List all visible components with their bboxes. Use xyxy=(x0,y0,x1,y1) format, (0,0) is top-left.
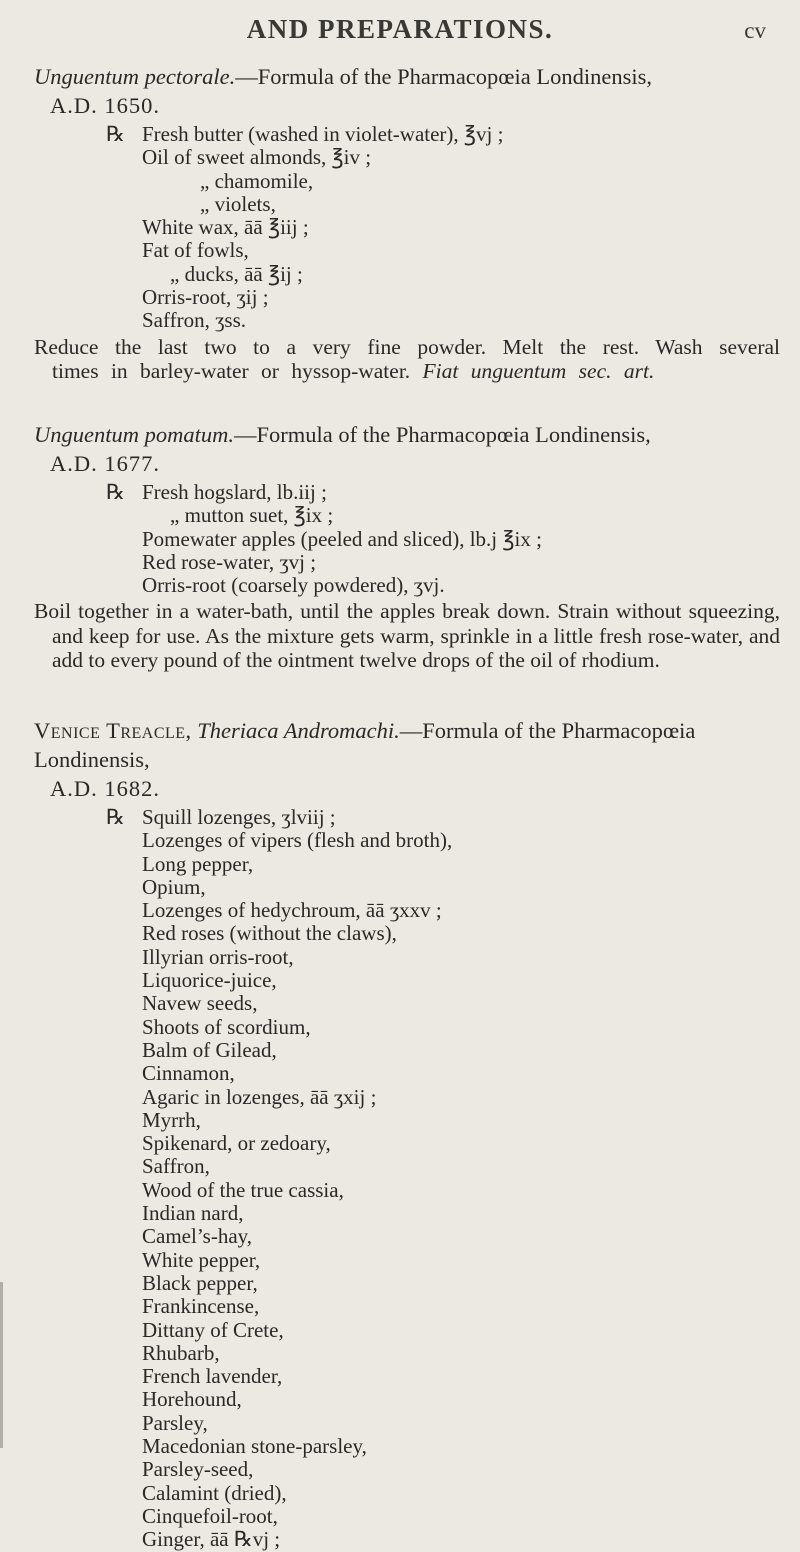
ingredient: Orris-root (coarsely powdered), ʒvj. xyxy=(142,573,445,598)
ingredient: Saffron, ʒss. xyxy=(142,308,247,333)
instructions-text: Reduce the last two to a very fine powder. Melt the rest. Wash several times in barley-water or hyssop-water. xyxy=(34,334,780,384)
ingredient: Oil of sweet almonds, ℥iv ; xyxy=(142,145,372,170)
ingredient: Ginger, āā ℞vj ; xyxy=(142,1527,281,1552)
ingredient: „ violets, xyxy=(200,191,276,216)
recipe-list xyxy=(106,805,780,1552)
recipe-symbol: ℞ xyxy=(106,480,125,504)
ingredient: Myrrh, xyxy=(142,1107,201,1132)
ingredient: Macedonian stone-parsley, xyxy=(142,1434,367,1459)
ingredient: French lavender, xyxy=(142,1364,283,1389)
entry-venice-treacle xyxy=(34,716,780,1552)
ingredient: Spikenard, or zedoary, xyxy=(142,1131,331,1156)
ingredient: Red rose-water, ʒvj ; xyxy=(142,549,317,574)
entry-date: A.D. 1650. xyxy=(50,93,160,118)
entry-date: A.D. 1682. xyxy=(50,776,160,801)
ingredient: White wax, āā ℥iij ; xyxy=(142,215,309,240)
ingredient: Rhubarb, xyxy=(142,1340,220,1365)
ingredient: Calamint (dried), xyxy=(142,1480,287,1505)
ingredient: Illyrian orris-root, xyxy=(142,944,294,969)
title-source: —Formula of the Pharmacopœia Londinensis, xyxy=(233,422,651,447)
ingredient: Opium, xyxy=(142,874,206,899)
instructions-latin: Fiat unguentum sec. art. xyxy=(422,359,655,384)
ingredient: Squill lozenges, ʒlviij ; xyxy=(142,805,336,829)
ingredient: Pomewater apples (peeled and sliced), lb.j ℥ix ; xyxy=(142,526,542,551)
recipe-symbol: ℞ xyxy=(106,805,125,829)
running-head: AND PREPARATIONS. xyxy=(246,14,554,44)
entry-unguentum-pomatum xyxy=(34,420,780,673)
page-edge-shadow xyxy=(0,1282,3,1448)
ingredient: Shoots of scordium, xyxy=(142,1014,311,1039)
ingredient: Agaric in lozenges, āā ʒxij ; xyxy=(142,1084,377,1109)
page-number: cv xyxy=(744,18,766,43)
ingredient: Parsley-seed, xyxy=(142,1457,254,1482)
ingredient: Frankincense, xyxy=(142,1294,260,1319)
ingredient: Orris-root, ʒij ; xyxy=(142,285,269,310)
entry-title xyxy=(34,420,780,449)
entry-date: A.D. 1677. xyxy=(50,451,160,476)
ingredient: Fresh hogslard, lb.iij ; xyxy=(142,480,327,504)
ingredient: Saffron, xyxy=(142,1154,210,1179)
recipe-list xyxy=(106,122,780,333)
ingredient: Navew seeds, xyxy=(142,991,258,1016)
instructions xyxy=(34,335,780,384)
ingredient: „ mutton suet, ℥ix ; xyxy=(170,503,334,528)
title-latin: Unguentum pectorale. xyxy=(34,64,236,89)
recipe-symbol: ℞ xyxy=(106,122,125,146)
title-english: Venice Treacle, xyxy=(34,718,192,743)
ingredient: Cinnamon, xyxy=(142,1061,235,1086)
entry-unguentum-pectorale xyxy=(34,62,780,384)
ingredient: Liquorice-juice, xyxy=(142,968,277,993)
entry-title xyxy=(34,62,780,91)
title-source: —Formula of the Pharmacopœia Londinensis, xyxy=(235,64,653,89)
title-latin: Unguentum pomatum. xyxy=(34,422,234,447)
ingredient: Wood of the true cassia, xyxy=(142,1177,344,1202)
ingredient: Dittany of Crete, xyxy=(142,1317,284,1342)
instructions xyxy=(34,599,780,673)
ingredient: Balm of Gilead, xyxy=(142,1037,277,1062)
ingredient: Fresh butter (washed in violet-water), ℥vj ; xyxy=(142,122,504,146)
ingredient: Long pepper, xyxy=(142,851,254,876)
ingredient: Lozenges of vipers (flesh and broth), xyxy=(142,828,453,853)
title-latin: Theriaca Andromachi. xyxy=(197,718,400,743)
entry-title xyxy=(34,716,780,774)
ingredient: Indian nard, xyxy=(142,1201,244,1226)
instructions-text: Boil together in a water-bath, until the apples break down. Strain without squeezing, and keep for use. As the mixture gets warm, sprinkle in a little fresh rose-water, and add to every pound of the ointment twelve drops of the oil of rhodium. xyxy=(34,599,780,673)
recipe-list xyxy=(106,480,780,598)
ingredient: „ ducks, āā ℥ij ; xyxy=(170,261,303,286)
ingredient: Cinquefoil-root, xyxy=(142,1503,278,1528)
ingredient: White pepper, xyxy=(142,1247,261,1272)
ingredient: Red roses (without the claws), xyxy=(142,921,397,946)
title-source: —Formula of the Pharmacopœia Londinensis, xyxy=(34,718,696,772)
ingredient: „ chamomile, xyxy=(200,168,314,193)
ingredient: Camel’s-hay, xyxy=(142,1224,253,1249)
ingredient: Lozenges of hedychroum, āā ʒxxv ; xyxy=(142,898,442,923)
page-header xyxy=(0,14,800,48)
ingredient: Fat of fowls, xyxy=(142,238,249,263)
ingredient: Horehound, xyxy=(142,1387,242,1412)
ingredient: Black pepper, xyxy=(142,1270,258,1295)
ingredient: Parsley, xyxy=(142,1410,208,1435)
